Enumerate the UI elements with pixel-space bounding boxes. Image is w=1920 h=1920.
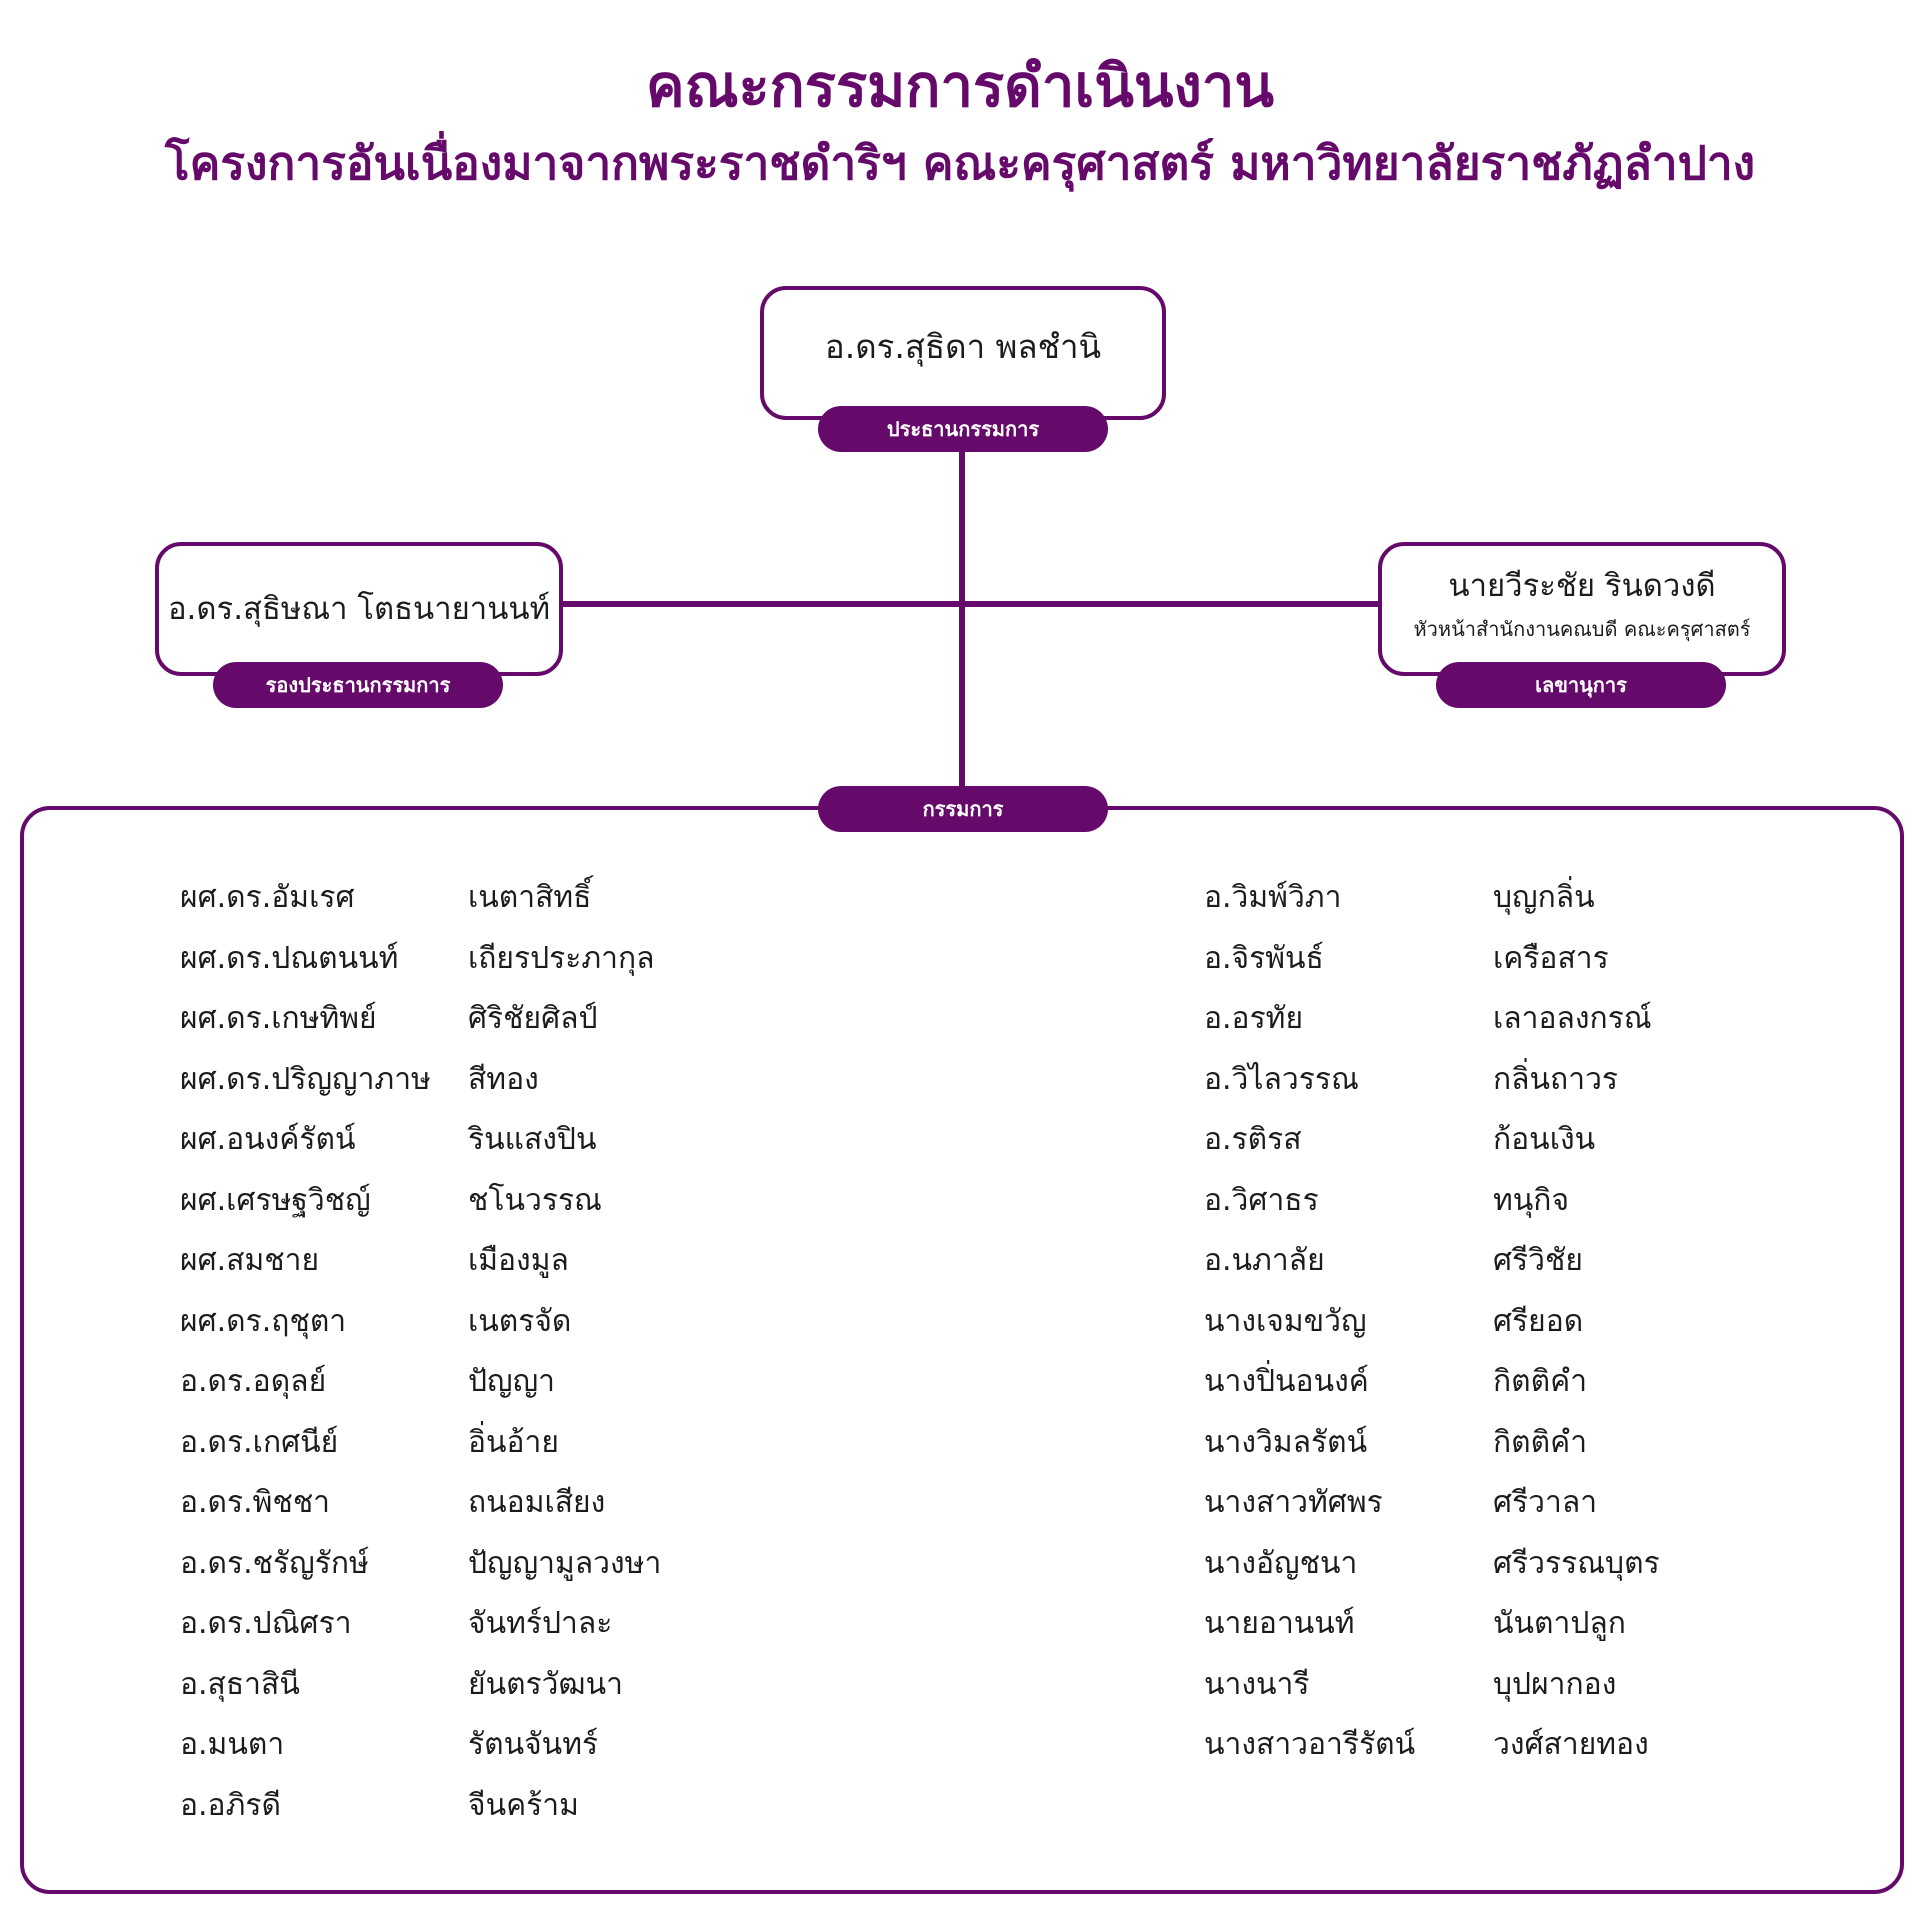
committee-member-name: ถนอมเสียง — [468, 1485, 606, 1520]
committee-member-name: อ.อภิรดี — [180, 1787, 281, 1823]
chair-role-badge: ประธานกรรมการ — [818, 406, 1108, 452]
committee-member-name: เลาอลงกรณ์ — [1493, 1001, 1652, 1036]
committee-member-name: ผศ.ดร.ปริญญาภาษ — [180, 1061, 431, 1097]
committee-member-name: วงศ์สายทอง — [1493, 1727, 1649, 1762]
committee-member-name: นางอัญชนา — [1204, 1545, 1358, 1581]
committee-member-name: ก้อนเงิน — [1493, 1122, 1596, 1157]
committee-member-name: นางสาวทัศพร — [1204, 1485, 1383, 1520]
committee-member-name: กิตติคำ — [1493, 1364, 1588, 1399]
committee-member-name: ศรีวรรณบุตร — [1493, 1545, 1660, 1581]
committee-member-name: อิ่นอ้าย — [468, 1424, 559, 1460]
committee-member-name: เครือสาร — [1493, 940, 1609, 976]
page-subtitle: โครงการอันเนื่องมาจากพระราชดำริฯ คณะครุศาสตร์ มหาวิทยาลัยราชภัฏลำปาง — [164, 136, 1756, 190]
committee-member-name: ผศ.สมชาย — [180, 1243, 320, 1278]
committee-right-last-names — [1493, 868, 1660, 1776]
committee-member-name: นางวิมลรัตน์ — [1204, 1424, 1368, 1460]
committee-member-name: รินแสงปิน — [468, 1122, 597, 1157]
committee-member-name: กลิ่นถาวร — [1493, 1061, 1619, 1097]
secretary-position: หัวหน้าสำนักงานคณบดี คณะครุศาสตร์ — [1413, 617, 1751, 641]
committee-member-name: ผศ.ดร.อัมเรศ — [180, 880, 355, 915]
committee-member-name: นายอานนท์ — [1204, 1606, 1355, 1641]
secretary-role-badge: เลขานุการ — [1436, 662, 1726, 708]
committee-member-name: ปัญญา — [468, 1364, 556, 1399]
committee-member-name: อ.ดร.ปณิศรา — [180, 1606, 352, 1641]
committee-member-name: นันตาปลูก — [1493, 1606, 1626, 1641]
committee-member-name: อ.อรทัย — [1204, 1001, 1304, 1036]
committee-member-name: อ.จิรพันธ์ — [1204, 940, 1324, 976]
committee-member-name: ทนุกิจ — [1493, 1182, 1570, 1218]
secretary-name: นายวีระชัย รินดวงดี — [1448, 568, 1716, 604]
committee-member-name: บุปผากอง — [1493, 1666, 1617, 1702]
committee-member-name: ผศ.ดร.ปณตนนท์ — [180, 940, 399, 976]
connector-horizontal — [560, 601, 1382, 607]
committee-left-first-names — [180, 868, 431, 1836]
chair-box — [760, 286, 1166, 420]
committee-member-name: ผศ.อนงค์รัตน์ — [180, 1122, 356, 1157]
committee-member-name: ปัญญามูลวงษา — [468, 1545, 662, 1581]
committee-member-name: ผศ.ดร.เกษทิพย์ — [180, 1001, 377, 1036]
committee-right-first-names — [1204, 868, 1415, 1776]
vice-chair-name: อ.ดร.สุธิษณา โตธนายานนท์ — [167, 591, 551, 627]
committee-member-name: อ.ดร.เกศนีย์ — [180, 1424, 339, 1460]
chair-name: อ.ดร.สุธิดา พลชำนิ — [824, 327, 1102, 366]
committee-member-name: กิตติคำ — [1493, 1424, 1588, 1460]
committee-member-name: อ.วิมพ์วิภา — [1204, 880, 1342, 915]
committee-member-name: ศรียอด — [1493, 1303, 1584, 1339]
committee-left-last-names — [468, 868, 661, 1836]
committee-member-name: ศรีวาลา — [1493, 1485, 1598, 1520]
committee-member-name: ชโนวรรณ — [468, 1182, 602, 1218]
committee-member-name: ยันตรวัฒนา — [468, 1666, 623, 1702]
secretary-box — [1378, 542, 1786, 676]
committee-member-name: นางเจมขวัญ — [1204, 1303, 1367, 1339]
vice-chair-box — [155, 542, 563, 676]
committee-member-name: จันทร์ปาละ — [468, 1606, 613, 1641]
committee-member-name: ศรีวิชัย — [1493, 1243, 1583, 1278]
connector-vertical — [959, 448, 965, 788]
committee-member-name: อ.ดร.พิชชา — [180, 1485, 331, 1520]
committee-member-name: ผศ.ดร.ฤชุตา — [180, 1303, 347, 1339]
committee-member-name: ศิริชัยศิลป์ — [468, 1001, 598, 1036]
committee-member-name: สีทอง — [468, 1061, 539, 1097]
committee-member-name: นางปิ่นอนงค์ — [1204, 1364, 1369, 1399]
committee-member-name: อ.วิศาธร — [1204, 1182, 1319, 1218]
committee-label-badge: กรรมการ — [818, 786, 1108, 832]
committee-member-name: เนตาสิทธิ์ — [468, 880, 592, 915]
page-title: คณะกรรมการดำเนินงาน — [645, 52, 1275, 120]
committee-member-name: เมืองมูล — [468, 1243, 569, 1278]
committee-member-name: อ.มนตา — [180, 1727, 285, 1762]
committee-member-name: นางนารี — [1204, 1666, 1310, 1702]
committee-member-name: ผศ.เศรษฐวิชญ์ — [180, 1182, 371, 1218]
committee-member-name: อ.ดร.ชรัญรักษ์ — [180, 1545, 369, 1581]
committee-member-name: จีนคร้าม — [468, 1787, 579, 1823]
committee-member-name: อ.สุธาสินี — [180, 1666, 300, 1702]
committee-member-name: รัตนจันทร์ — [468, 1727, 599, 1762]
committee-member-name: อ.รติรส — [1204, 1122, 1302, 1157]
committee-member-name: อ.วิไลวรรณ — [1204, 1061, 1359, 1097]
committee-member-name: เนตรจัด — [468, 1303, 572, 1339]
committee-member-name: เถียรประภากุล — [468, 940, 655, 976]
committee-member-name: นางสาวอารีรัตน์ — [1204, 1727, 1416, 1762]
committee-member-name: อ.ดร.อดุลย์ — [180, 1364, 327, 1399]
committee-member-name: บุญกลิ่น — [1493, 880, 1595, 915]
vice-chair-role-badge: รองประธานกรรมการ — [213, 662, 503, 708]
committee-member-name: อ.นภาลัย — [1204, 1243, 1325, 1278]
